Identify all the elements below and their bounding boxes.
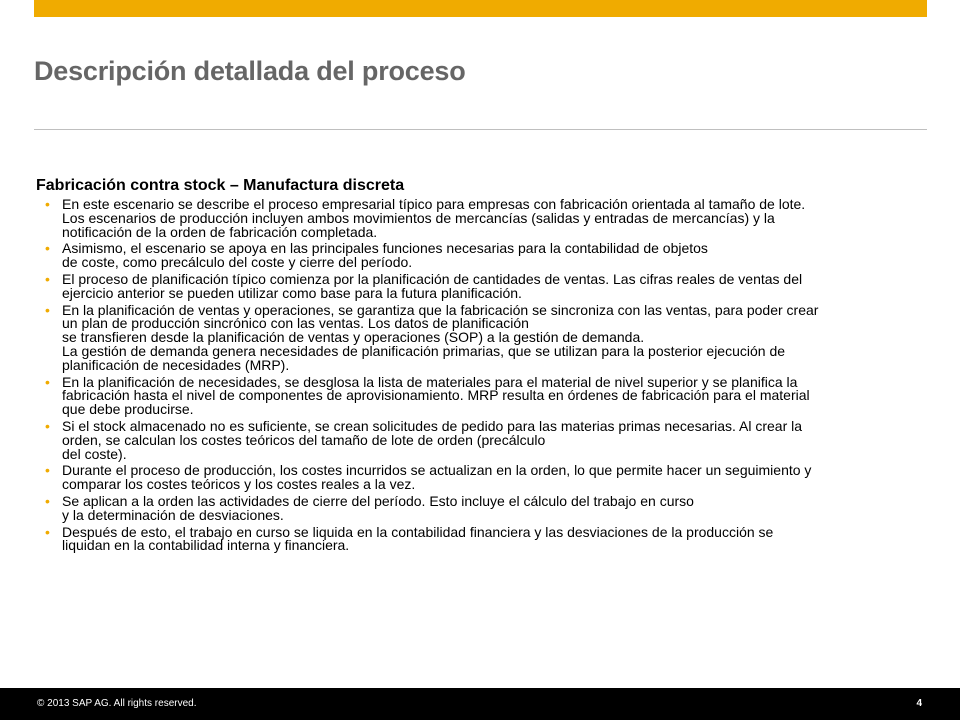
bullet-line: Durante el proceso de producción, los costes incurridos se actualizan en la orden, lo que permite hacer un seguimiento y (62, 462, 812, 479)
bullet-line: del coste). (62, 445, 127, 462)
bullet-line: La gestión de demanda genera necesidades de planificación primarias, que se utilizan para la posterior ejecución de (62, 342, 786, 359)
bullet-item (36, 242, 926, 270)
bullet-item (36, 301, 926, 373)
bullet-line: Después de esto, el trabajo en curso se liquida en la contabilidad financiera y las desviaciones de la producción se (62, 523, 774, 540)
bullet-line: orden, se calculan los costes teóricos del tamaño de lote de orden (precálculo (62, 431, 546, 448)
bullet-marker: • (45, 417, 50, 434)
bullet-line: Si el stock almacenado no es suficiente, se crean solicitudes de pedido para las materias primas necesarias. Al crear la (62, 417, 803, 434)
bullet-marker: • (45, 301, 50, 318)
footer-bar (0, 688, 960, 720)
bullet-line: que debe producirse. (62, 401, 194, 418)
bullet-line: Se aplican a la orden las actividades de cierre del período. Esto incluye el cálculo del trabajo en curso (62, 492, 694, 509)
bullet-list (36, 198, 926, 553)
section-subheading: Fabricación contra stock – Manufactura discreta (36, 177, 405, 194)
slide-title: Descripción detallada del proceso (34, 56, 466, 86)
bullet-marker: • (45, 270, 50, 287)
bullet-line: de coste, como precálculo del coste y cierre del período. (62, 254, 413, 271)
bullet-marker: • (45, 373, 50, 390)
top-accent-bar (34, 0, 927, 17)
bullet-line: y la determinación de desviaciones. (62, 506, 284, 523)
bullet-line: En este escenario se describe el proceso empresarial típico para empresas con fabricación orientada al tamaño de lote. (62, 196, 806, 212)
title-divider (34, 129, 927, 130)
bullet-line: notificación de la orden de fabricación completada. (62, 223, 378, 240)
bullet-line: Asimismo, el escenario se apoya en las principales funciones necesarias para la contabilidad de objetos (62, 240, 708, 257)
bullet-line: En la planificación de ventas y operaciones, se garantiza que la fabricación se sincroniza con las ventas, para poder crear (62, 301, 819, 318)
bullet-item (36, 198, 926, 239)
bullet-marker: • (45, 196, 50, 212)
bullet-line: ejercicio anterior se pueden utilizar como base para la futura planificación. (62, 284, 522, 301)
bullet-marker: • (45, 492, 50, 509)
bullet-line: planificación de necesidades (MRP). (62, 356, 290, 373)
bullet-item (36, 523, 926, 554)
bullet-marker: • (45, 240, 50, 257)
bullet-line: El proceso de planificación típico comienza por la planificación de cantidades de ventas. Las cifras reales de ventas del (62, 270, 803, 287)
bullet-line: comparar los costes teóricos y los costes reales a la vez. (62, 476, 416, 493)
bullet-line: se transfieren desde la planificación de ventas y operaciones (SOP) a la gestión de demanda. (62, 329, 645, 346)
slide-content (36, 176, 926, 556)
bullet-line: liquidan en la contabilidad interna y financiera. (62, 537, 350, 554)
copyright-text: © 2013 SAP AG. All rights reserved. (37, 698, 197, 709)
bullet-item (36, 270, 926, 301)
bullet-line: En la planificación de necesidades, se desglosa la lista de materiales para el material de nivel superior y se planifica la (62, 373, 798, 390)
page-number: 4 (916, 698, 922, 709)
bullet-item (36, 464, 926, 492)
bullet-line: Los escenarios de producción incluyen ambos movimientos de mercancías (salidas y entradas de mercancías) y la (62, 209, 775, 226)
bullet-item (36, 492, 926, 523)
bullet-line: fabricación hasta el nivel de componentes de aprovisionamiento. MRP resulta en órdenes de fabricación para el material (62, 387, 810, 404)
bullet-item (36, 417, 926, 462)
bullet-marker: • (45, 523, 50, 540)
bullet-marker: • (45, 462, 50, 479)
bullet-item (36, 373, 926, 418)
bullet-line: un plan de producción sincrónico con las ventas. Los datos de planificación (62, 315, 529, 332)
